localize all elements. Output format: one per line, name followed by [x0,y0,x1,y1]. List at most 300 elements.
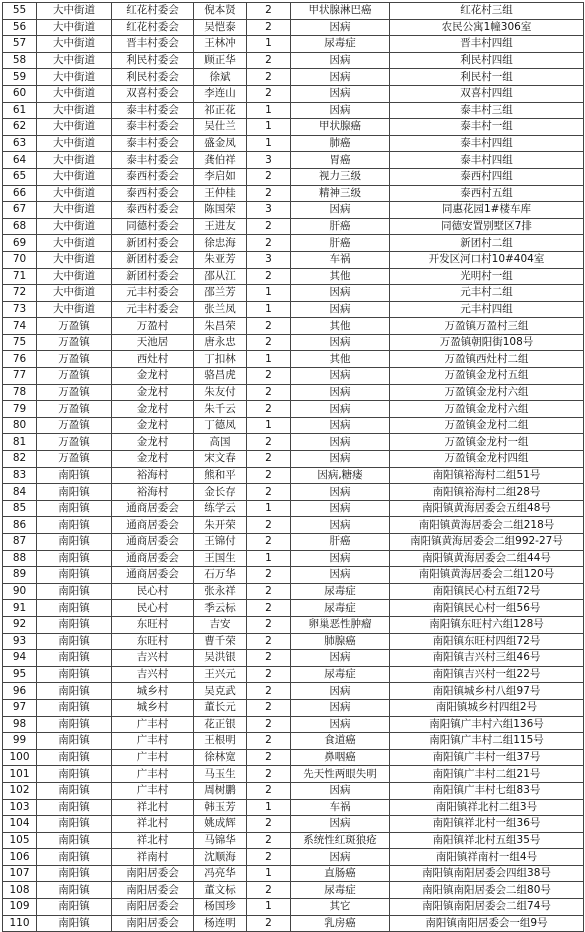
name-cell: 王进友 [194,218,247,235]
table-row [3,882,584,899]
reason-cell: 系统性红斑狼疮 [291,832,390,849]
table-row [3,733,584,750]
town-cell: 南阳镇 [37,616,112,633]
reason-cell: 因病 [291,699,390,716]
address-cell: 南阳镇祥北村二组3号 [390,799,584,816]
name-cell: 吴仕兰 [194,119,247,136]
address-cell: 南阳镇祥南村一组4号 [390,849,584,866]
row-number-cell: 101 [3,766,37,783]
address-cell: 万盈镇金龙村六组 [390,401,584,418]
reason-cell: 甲状腺癌 [291,119,390,136]
community-cell: 祥北村 [112,832,194,849]
reason-cell: 精神三级 [291,185,390,202]
community-cell: 泰西村委会 [112,185,194,202]
address-cell: 万盈镇金龙村一组 [390,434,584,451]
name-cell: 李连山 [194,85,247,102]
row-number-cell: 75 [3,334,37,351]
town-cell: 南阳镇 [37,583,112,600]
community-cell: 民心村 [112,583,194,600]
address-cell: 南阳镇广丰村七组83号 [390,782,584,799]
name-cell: 朱亚芳 [194,251,247,268]
reason-cell: 食道癌 [291,733,390,750]
row-number-cell: 102 [3,782,37,799]
town-cell: 南阳镇 [37,500,112,517]
community-cell: 城乡村 [112,699,194,716]
community-cell: 广丰村 [112,733,194,750]
table-row [3,368,584,385]
community-cell: 吉兴村 [112,650,194,667]
town-cell: 南阳镇 [37,882,112,899]
address-cell: 泰西村四组 [390,168,584,185]
count-cell: 2 [247,517,291,534]
town-cell: 南阳镇 [37,865,112,882]
count-cell: 2 [247,334,291,351]
row-number-cell: 60 [3,85,37,102]
name-cell: 骆昌虎 [194,368,247,385]
name-cell: 吴恺泰 [194,19,247,36]
name-cell: 顾正华 [194,52,247,69]
row-number-cell: 72 [3,285,37,302]
address-cell: 南阳镇东旺村六组128号 [390,616,584,633]
count-cell: 2 [247,816,291,833]
reason-cell: 其他 [291,268,390,285]
community-cell: 红花村委会 [112,19,194,36]
address-cell: 泰西村五组 [390,185,584,202]
reason-cell: 其它 [291,899,390,916]
town-cell: 万盈镇 [37,434,112,451]
reason-cell: 因病 [291,500,390,517]
row-number-cell: 65 [3,168,37,185]
reason-cell: 视力三级 [291,168,390,185]
town-cell: 大中街道 [37,285,112,302]
count-cell: 3 [247,202,291,219]
row-number-cell: 96 [3,683,37,700]
town-cell: 大中街道 [37,19,112,36]
reason-cell: 车祸 [291,251,390,268]
count-cell: 1 [247,301,291,318]
table-row [3,749,584,766]
reason-cell: 因病 [291,202,390,219]
table-row [3,152,584,169]
row-number-cell: 59 [3,69,37,86]
row-number-cell: 73 [3,301,37,318]
community-cell: 泰西村委会 [112,202,194,219]
table-row [3,699,584,716]
community-cell: 泰丰村委会 [112,135,194,152]
address-cell: 红花村三组 [390,3,584,20]
address-cell: 同惠花园1#楼车库 [390,202,584,219]
record-table [2,2,584,932]
table-row [3,52,584,69]
count-cell: 2 [247,484,291,501]
table-row [3,782,584,799]
community-cell: 西灶村 [112,351,194,368]
table-row [3,268,584,285]
address-cell: 万盈镇万盈村三组 [390,318,584,335]
reason-cell: 尿毒症 [291,600,390,617]
reason-cell: 因病 [291,650,390,667]
row-number-cell: 83 [3,467,37,484]
name-cell: 张兰凤 [194,301,247,318]
name-cell: 徐忠海 [194,235,247,252]
address-cell: 南阳镇广丰村二组21号 [390,766,584,783]
table-row [3,36,584,53]
table-row [3,600,584,617]
row-number-cell: 79 [3,401,37,418]
town-cell: 大中街道 [37,235,112,252]
community-cell: 东旺村 [112,616,194,633]
table-row [3,899,584,916]
row-number-cell: 109 [3,899,37,916]
address-cell: 双喜村四组 [390,85,584,102]
reason-cell: 肝癌 [291,235,390,252]
name-cell: 陈国荣 [194,202,247,219]
reason-cell: 因病,糖瘘 [291,467,390,484]
name-cell: 邵兰芳 [194,285,247,302]
table-row [3,849,584,866]
name-cell: 熊和平 [194,467,247,484]
address-cell: 南阳镇南阳居委会一组9号 [390,915,584,932]
count-cell: 1 [247,500,291,517]
town-cell: 南阳镇 [37,915,112,932]
reason-cell: 因病 [291,434,390,451]
count-cell: 1 [247,899,291,916]
town-cell: 大中街道 [37,251,112,268]
count-cell: 2 [247,616,291,633]
community-cell: 祥北村 [112,816,194,833]
count-cell: 1 [247,799,291,816]
table-row [3,716,584,733]
table-row [3,766,584,783]
name-cell: 高国 [194,434,247,451]
name-cell: 王林冲 [194,36,247,53]
address-cell: 南阳镇吉兴村三组46号 [390,650,584,667]
name-cell: 朱千云 [194,401,247,418]
address-cell: 泰丰村四组 [390,135,584,152]
count-cell: 2 [247,666,291,683]
name-cell: 沈顺海 [194,849,247,866]
name-cell: 李启如 [194,168,247,185]
town-cell: 南阳镇 [37,749,112,766]
address-cell: 南阳镇南阳居委会四组38号 [390,865,584,882]
row-number-cell: 110 [3,915,37,932]
table-row [3,102,584,119]
community-cell: 泰丰村委会 [112,102,194,119]
table-row [3,666,584,683]
address-cell: 南阳镇广丰村二组115号 [390,733,584,750]
community-cell: 南阳居委会 [112,915,194,932]
count-cell: 2 [247,85,291,102]
name-cell: 张永祥 [194,583,247,600]
table-row [3,633,584,650]
town-cell: 万盈镇 [37,401,112,418]
table-row [3,832,584,849]
address-cell: 南阳镇黄海居委会二组44号 [390,550,584,567]
reason-cell: 因病 [291,85,390,102]
town-cell: 南阳镇 [37,567,112,584]
row-number-cell: 69 [3,235,37,252]
row-number-cell: 61 [3,102,37,119]
town-cell: 南阳镇 [37,650,112,667]
table-row [3,202,584,219]
table-row [3,384,584,401]
community-cell: 元丰村委会 [112,301,194,318]
address-cell: 泰丰村一组 [390,119,584,136]
count-cell: 2 [247,384,291,401]
reason-cell: 肺癌 [291,135,390,152]
count-cell: 1 [247,135,291,152]
name-cell: 倪本贤 [194,3,247,20]
count-cell: 2 [247,185,291,202]
count-cell: 1 [247,865,291,882]
community-cell: 通商居委会 [112,567,194,584]
address-cell: 利民村四组 [390,52,584,69]
town-cell: 大中街道 [37,36,112,53]
town-cell: 南阳镇 [37,550,112,567]
community-cell: 吉兴村 [112,666,194,683]
town-cell: 南阳镇 [37,484,112,501]
reason-cell: 因病 [291,368,390,385]
town-cell: 南阳镇 [37,600,112,617]
name-cell: 王国生 [194,550,247,567]
row-number-cell: 82 [3,451,37,468]
community-cell: 金龙村 [112,451,194,468]
name-cell: 宋文春 [194,451,247,468]
row-number-cell: 55 [3,3,37,20]
row-number-cell: 64 [3,152,37,169]
row-number-cell: 91 [3,600,37,617]
name-cell: 练学云 [194,500,247,517]
town-cell: 南阳镇 [37,467,112,484]
count-cell: 2 [247,534,291,551]
row-number-cell: 89 [3,567,37,584]
town-cell: 南阳镇 [37,534,112,551]
name-cell: 王根明 [194,733,247,750]
table-row [3,484,584,501]
address-cell: 南阳镇黄海居委会二组120号 [390,567,584,584]
community-cell: 金龙村 [112,401,194,418]
name-cell: 马玉生 [194,766,247,783]
town-cell: 大中街道 [37,218,112,235]
row-number-cell: 85 [3,500,37,517]
town-cell: 南阳镇 [37,716,112,733]
count-cell: 2 [247,19,291,36]
reason-cell: 肺腺癌 [291,633,390,650]
community-cell: 新团村委会 [112,268,194,285]
community-cell: 南阳居委会 [112,882,194,899]
address-cell: 万盈镇金龙村六组 [390,384,584,401]
address-cell: 南阳镇南阳居委会二组74号 [390,899,584,916]
record-table-container [2,2,584,932]
address-cell: 泰丰村四组 [390,152,584,169]
table-row [3,799,584,816]
address-cell: 开发区河口村10#404室 [390,251,584,268]
table-row [3,616,584,633]
name-cell: 董长元 [194,699,247,716]
name-cell: 董文标 [194,882,247,899]
table-row [3,451,584,468]
town-cell: 南阳镇 [37,633,112,650]
community-cell: 裕海村 [112,467,194,484]
table-row [3,534,584,551]
name-cell: 徐林宽 [194,749,247,766]
count-cell: 2 [247,600,291,617]
name-cell: 朱友付 [194,384,247,401]
address-cell: 万盈镇金龙村四组 [390,451,584,468]
table-row [3,816,584,833]
town-cell: 大中街道 [37,168,112,185]
reason-cell: 因病 [291,19,390,36]
row-number-cell: 88 [3,550,37,567]
community-cell: 天池居 [112,334,194,351]
count-cell: 2 [247,69,291,86]
community-cell: 金龙村 [112,434,194,451]
table-row [3,168,584,185]
address-cell: 南阳镇城乡村八组97号 [390,683,584,700]
row-number-cell: 71 [3,268,37,285]
reason-cell: 因病 [291,69,390,86]
reason-cell: 甲状腺淋巴癌 [291,3,390,20]
town-cell: 万盈镇 [37,334,112,351]
town-cell: 万盈镇 [37,384,112,401]
reason-cell: 尿毒症 [291,882,390,899]
row-number-cell: 62 [3,119,37,136]
community-cell: 东旺村 [112,633,194,650]
row-number-cell: 68 [3,218,37,235]
community-cell: 祥北村 [112,799,194,816]
town-cell: 大中街道 [37,301,112,318]
reason-cell: 因病 [291,782,390,799]
town-cell: 南阳镇 [37,766,112,783]
reason-cell: 鼻咽癌 [291,749,390,766]
count-cell: 1 [247,285,291,302]
table-row [3,417,584,434]
table-row [3,865,584,882]
town-cell: 大中街道 [37,135,112,152]
table-row [3,69,584,86]
town-cell: 南阳镇 [37,699,112,716]
table-row [3,550,584,567]
reason-cell: 因病 [291,401,390,418]
count-cell: 2 [247,699,291,716]
name-cell: 季云标 [194,600,247,617]
community-cell: 泰丰村委会 [112,152,194,169]
table-row [3,517,584,534]
town-cell: 大中街道 [37,102,112,119]
town-cell: 万盈镇 [37,318,112,335]
reason-cell: 因病 [291,52,390,69]
table-row [3,401,584,418]
address-cell: 南阳镇祥北村五组35号 [390,832,584,849]
reason-cell: 因病 [291,716,390,733]
name-cell: 朱昌荣 [194,318,247,335]
community-cell: 新团村委会 [112,251,194,268]
count-cell: 2 [247,567,291,584]
table-row [3,334,584,351]
table-row [3,318,584,335]
table-row [3,301,584,318]
community-cell: 南阳居委会 [112,865,194,882]
row-number-cell: 94 [3,650,37,667]
community-cell: 祥南村 [112,849,194,866]
address-cell: 晋丰村四组 [390,36,584,53]
town-cell: 大中街道 [37,185,112,202]
row-number-cell: 100 [3,749,37,766]
row-number-cell: 81 [3,434,37,451]
count-cell: 1 [247,550,291,567]
address-cell: 泰丰村三组 [390,102,584,119]
name-cell: 丁德凤 [194,417,247,434]
community-cell: 晋丰村委会 [112,36,194,53]
town-cell: 万盈镇 [37,451,112,468]
reason-cell: 直肠癌 [291,865,390,882]
table-row [3,915,584,932]
town-cell: 南阳镇 [37,683,112,700]
name-cell: 石万华 [194,567,247,584]
name-cell: 龚伯祥 [194,152,247,169]
row-number-cell: 57 [3,36,37,53]
row-number-cell: 108 [3,882,37,899]
address-cell: 南阳镇东旺村四组72号 [390,633,584,650]
row-number-cell: 95 [3,666,37,683]
count-cell: 2 [247,849,291,866]
address-cell: 万盈镇金龙村五组 [390,368,584,385]
community-cell: 金龙村 [112,384,194,401]
community-cell: 元丰村委会 [112,285,194,302]
reason-cell: 因病 [291,816,390,833]
table-row [3,235,584,252]
count-cell: 2 [247,683,291,700]
count-cell: 2 [247,782,291,799]
name-cell: 盛金凤 [194,135,247,152]
row-number-cell: 77 [3,368,37,385]
row-number-cell: 105 [3,832,37,849]
town-cell: 万盈镇 [37,368,112,385]
name-cell: 冯亮华 [194,865,247,882]
table-row [3,351,584,368]
address-cell: 同德安置别墅区7排 [390,218,584,235]
address-cell: 南阳镇广丰村六组136号 [390,716,584,733]
name-cell: 祁正花 [194,102,247,119]
town-cell: 南阳镇 [37,849,112,866]
name-cell: 曹千荣 [194,633,247,650]
community-cell: 通商居委会 [112,517,194,534]
community-cell: 广丰村 [112,716,194,733]
count-cell: 2 [247,832,291,849]
address-cell: 南阳镇民心村一组56号 [390,600,584,617]
name-cell: 王仲桂 [194,185,247,202]
table-row [3,119,584,136]
row-number-cell: 107 [3,865,37,882]
count-cell: 1 [247,351,291,368]
reason-cell: 乳房癌 [291,915,390,932]
reason-cell: 因病 [291,849,390,866]
reason-cell: 肝癌 [291,218,390,235]
community-cell: 民心村 [112,600,194,617]
count-cell: 2 [247,318,291,335]
count-cell: 2 [247,915,291,932]
reason-cell: 尿毒症 [291,666,390,683]
table-row [3,185,584,202]
community-cell: 同德村委会 [112,218,194,235]
town-cell: 南阳镇 [37,782,112,799]
address-cell: 南阳镇民心村五组72号 [390,583,584,600]
reason-cell: 因病 [291,484,390,501]
count-cell: 2 [247,633,291,650]
row-number-cell: 63 [3,135,37,152]
row-number-cell: 106 [3,849,37,866]
community-cell: 泰西村委会 [112,168,194,185]
